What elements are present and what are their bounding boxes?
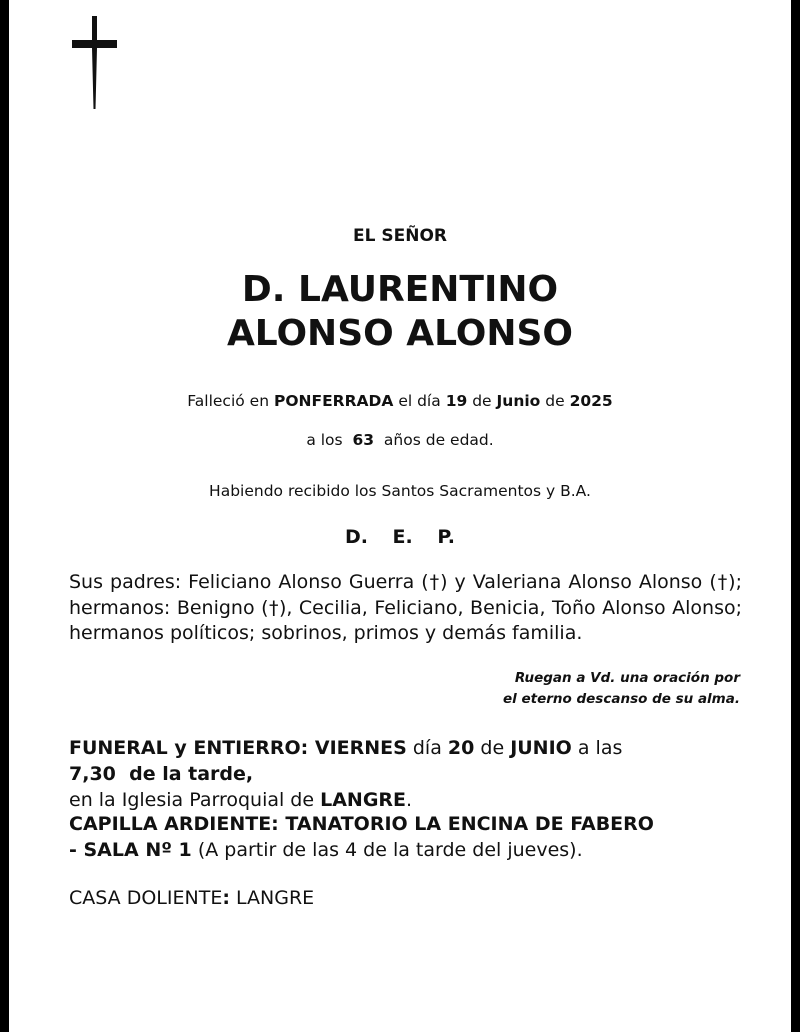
home-info [69, 885, 760, 911]
prayer-line-2: el eterno descanso de su alma. [503, 691, 740, 707]
age-suffix: años de edad. [383, 431, 494, 449]
left-border [0, 0, 9, 1032]
death-mid1: el día [398, 392, 441, 410]
funeral-time: 7,30 de la tarde, [69, 763, 254, 785]
chapel-info [69, 811, 760, 863]
chapel-note: (A partir de las 4 de la tarde del jueves). [197, 839, 583, 861]
prayer-request [420, 668, 740, 710]
funeral-line-1 [69, 735, 760, 787]
funeral-t1: día [412, 737, 442, 759]
home-label: CASA DOLIENTE [69, 887, 223, 909]
death-day: 19 [445, 392, 468, 410]
dep-text: D. E. P. [344, 526, 456, 548]
name-line-1: D. LAURENTINO [241, 269, 559, 310]
funeral-place: LANGRE [320, 789, 407, 811]
funeral-period: . [406, 789, 413, 811]
funeral-day: 20 [447, 737, 475, 759]
latin-cross-icon [70, 16, 118, 112]
age-value: 63 [352, 431, 375, 449]
death-year: 2025 [569, 392, 613, 410]
death-prefix: Falleció en [187, 392, 270, 410]
sacraments-text: Habiendo recibido los Santos Sacramentos y B.A. [209, 482, 591, 500]
family-paragraph: Sus padres: Feliciano Alonso Guerra (†) y Valeriana Alonso Alonso (†); hermanos: Benigno (†), Cecilia, Feliciano, Benicia, Toño Alonso Alonso; hermanos políticos; sobrinos, primos y demás familia. [69, 571, 742, 644]
chapel-room: - SALA Nº 1 [69, 839, 192, 861]
age-prefix: a los [306, 431, 343, 449]
funeral-church: en la Iglesia Parroquial de [69, 789, 315, 811]
home-colon: : [222, 887, 230, 909]
death-mid3: de [545, 392, 565, 410]
death-info [40, 392, 760, 410]
chapel-line-1: CAPILLA ARDIENTE: TANATORIO LA ENCINA DE FABERO [69, 813, 654, 835]
funeral-label: FUNERAL y ENTIERRO: VIERNES [69, 737, 407, 759]
deceased-name [40, 268, 760, 356]
prayer-line-1: Ruegan a Vd. una oración por [514, 670, 740, 686]
death-place: PONFERRADA [273, 392, 394, 410]
header-title: EL SEÑOR [353, 226, 447, 246]
right-border [791, 0, 800, 1032]
death-month: Junio [496, 392, 541, 410]
funeral-t2: de [480, 737, 505, 759]
funeral-line-2 [69, 787, 760, 813]
funeral-info [69, 735, 760, 813]
funeral-month: JUNIO [510, 737, 572, 759]
name-line-2: ALONSO ALONSO [226, 313, 574, 354]
home-value: LANGRE [235, 887, 315, 909]
death-mid2: de [472, 392, 492, 410]
age-info [40, 431, 760, 449]
funeral-t3: a las [577, 737, 623, 759]
